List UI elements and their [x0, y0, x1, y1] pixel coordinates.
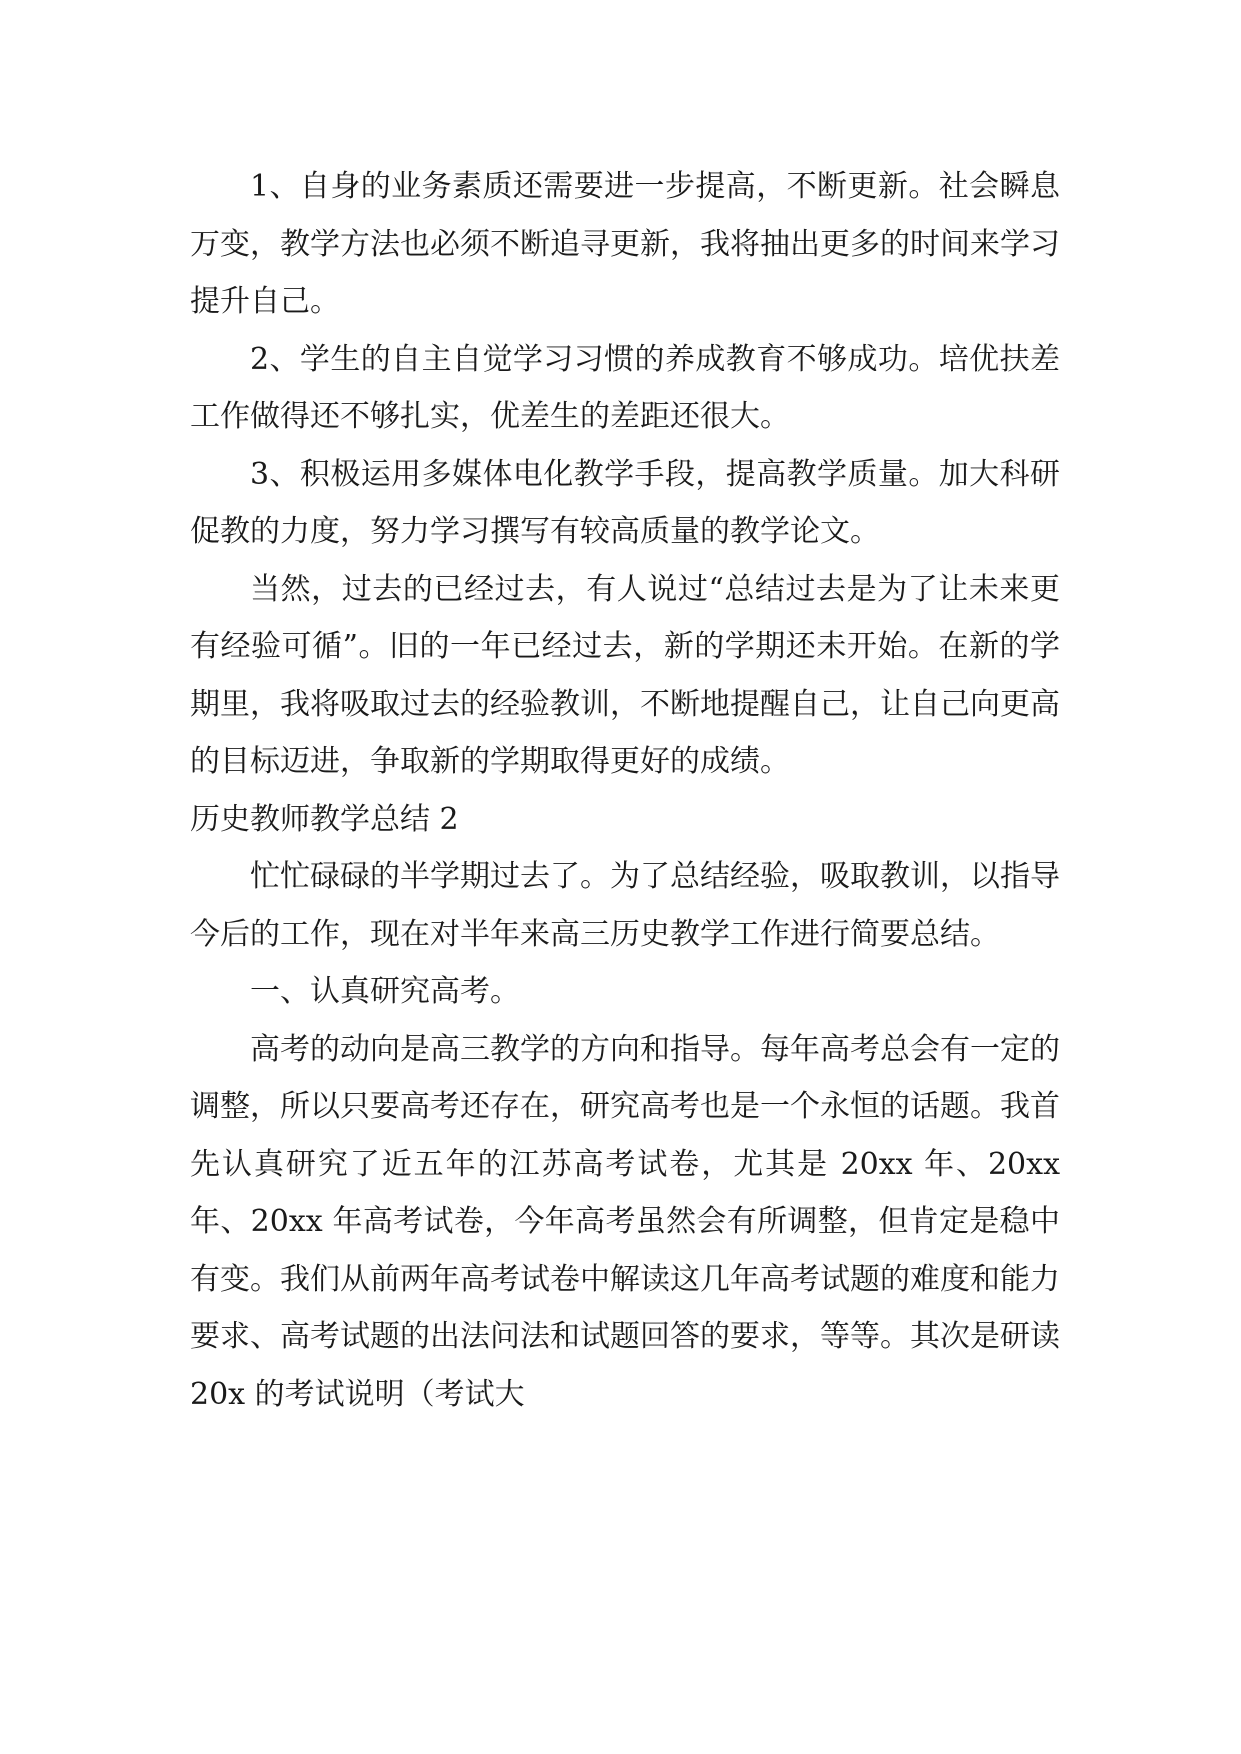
paragraph-intro: 忙忙碌碌的半学期过去了。为了总结经验，吸取教训，以指导今后的工作，现在对半年来高三历史教学工作进行简要总结。 — [190, 859, 1060, 952]
paragraph-multimedia: 3、积极运用多媒体电化教学手段，提高教学质量。加大科研促教的力度，努力学习撰写有较高质量的教学论文。 — [190, 456, 1060, 549]
paragraph-exam-research: 高考的动向是高三教学的方向和指导。每年高考总会有一定的调整，所以只要高考还存在，研究高考也是一个永恒的话题。我首先认真研究了近五年的江苏高考试卷，尤其是 20xx 年、20xx 年、20xx 年高考试卷，今年高考虽然会有所调整，但肯定是稳中有变。我们从前两年高考试卷中解读这几年高考试题的难度和能力要求、高考试题的出法问法和试题回答的要求，等等。其次是研读 20x 的考试说明（考试大 — [190, 1031, 1060, 1412]
document-page — [190, 158, 1060, 1423]
subheading-research-exam: 一、认真研究高考。 — [250, 974, 520, 1009]
paragraph-self-improvement: 1、自身的业务素质还需要进一步提高，不断更新。社会瞬息万变，教学方法也必须不断追寻更新，我将抽出更多的时间来学习提升自己。 — [190, 169, 1060, 319]
section-heading: 历史教师教学总结 2 — [190, 801, 459, 837]
paragraph-conclusion: 当然，过去的已经过去，有人说过“总结过去是为了让未来更有经验可循”。旧的一年已经过去，新的学期还未开始。在新的学期里，我将吸取过去的经验教训，不断地提醒自己，让自己向更高的目标迈进，争取新的学期取得更好的成绩。 — [190, 571, 1060, 779]
paragraph-study-habits: 2、学生的自主自觉学习习惯的养成教育不够成功。培优扶差工作做得还不够扎实，优差生的差距还很大。 — [190, 341, 1060, 434]
